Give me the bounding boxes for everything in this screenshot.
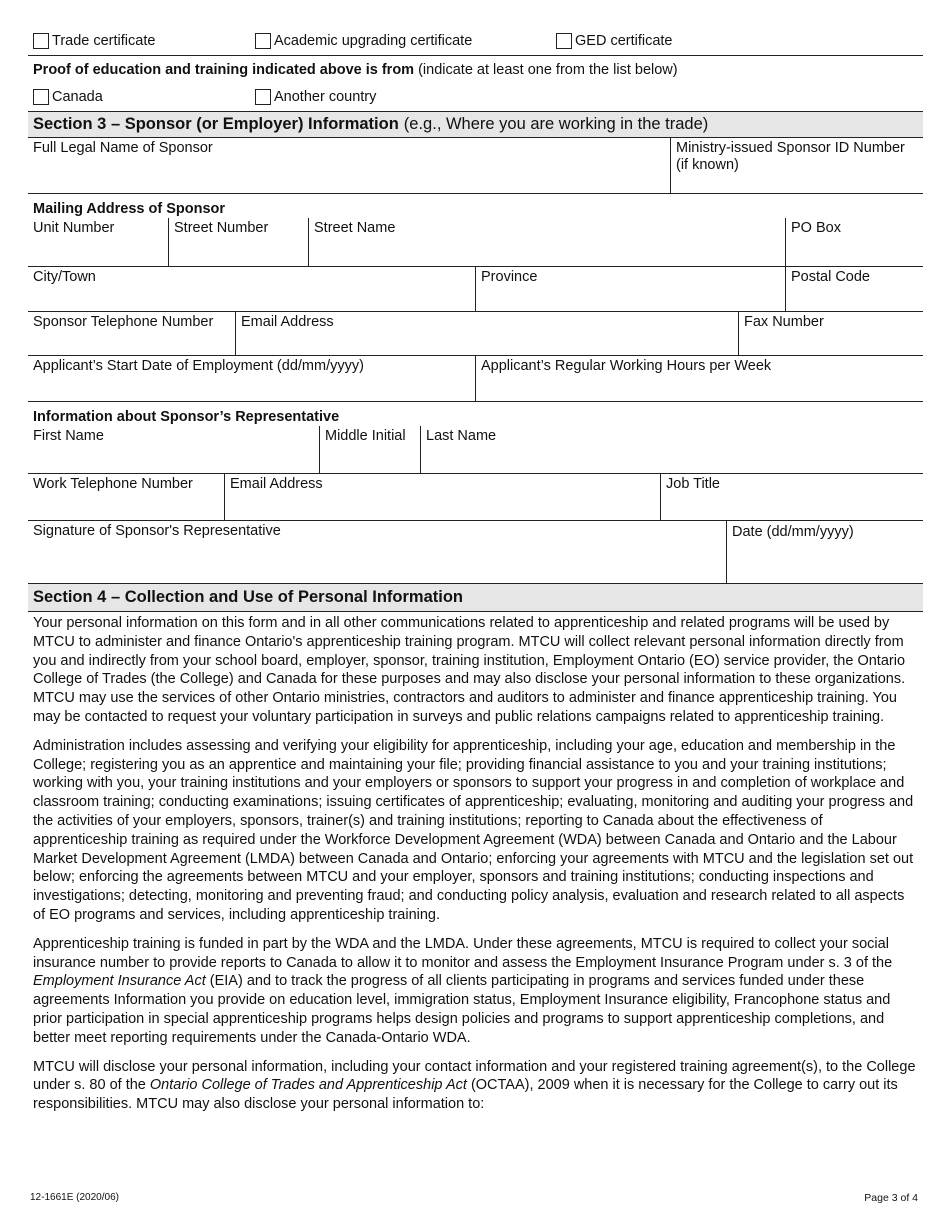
ministry-sponsor-id-label: Ministry-issued Sponsor ID Number (if known) (676, 140, 905, 173)
sponsor-telephone-label: Sponsor Telephone Number (33, 314, 214, 330)
form-page (28, 0, 923, 1114)
paragraph-3-text-b: (EIA) and to track the progress of all clients participating in programs and services funded under these agreements Information you provide on education level, immigration status, Employment Insurance eligibility, Francophone status and prior participation in special apprenticeship programs helps design policies and programs to support apprenticeship completions, and better meet reporting requirements under the Canada-Ontario WDA. (33, 973, 891, 1046)
trade-certificate-label: Trade certificate (52, 33, 156, 49)
last-name-field[interactable] (420, 426, 923, 473)
trade-certificate-option[interactable] (28, 33, 250, 49)
mailing-address-heading: Mailing Address of Sponsor (33, 201, 226, 217)
full-legal-name-field[interactable] (28, 138, 670, 193)
paragraph-4-text-a: MTCU will disclose your personal information, including your contact information and your registered training agreement(s), to the College under s. 80 of the (33, 1058, 916, 1094)
street-name-label: Street Name (314, 220, 396, 236)
postal-code-label: Postal Code (791, 269, 870, 285)
postal-code-field[interactable] (785, 267, 923, 311)
middle-initial-label: Middle Initial (325, 428, 406, 444)
proof-of-education-text (28, 56, 923, 83)
academic-upgrading-label: Academic upgrading certificate (274, 33, 473, 49)
privacy-paragraph-3 (28, 935, 923, 1048)
page-number: Page 3 of 4 (864, 1192, 918, 1204)
sponsor-email-label: Email Address (241, 314, 334, 330)
trade-certificate-checkbox[interactable] (33, 33, 49, 49)
city-town-field[interactable] (28, 267, 475, 311)
another-country-label: Another country (274, 89, 377, 105)
last-name-label: Last Name (426, 428, 497, 444)
octaa-title: Ontario College of Trades and Apprenticeship Act (149, 1077, 467, 1094)
po-box-field[interactable] (785, 218, 923, 266)
certificate-checkbox-row (28, 27, 923, 55)
representative-email-label: Email Address (230, 476, 323, 492)
street-name-field[interactable] (308, 218, 785, 266)
representative-name-row (28, 426, 923, 474)
privacy-paragraph-2: Administration includes assessing and verifying your eligibility for apprenticeship, including your age, education and membership in the College; registering you as an apprentice and maintaining your file; providing financial assistance to you and your training institutions; working with you, your training institutions and your employers or sponsors to support your progress in and completion of workplace and classroom training; conducting examinations; issuing certificates of apprenticeship; evaluating, monitoring and auditing your progress and the activities of your employers, sponsors, trainer(s) and training institutions; reporting to Canada about the effectiveness of apprenticeship training as required under the Workforce Development Agreement (WDA) between Canada and Ontario and the Labour Market Development Agreement (LMDA) between Canada and Ontario; enforcing your agreements with MTCU and the legislation set out below; enforcing the agreements between MTCU and your employer, sponsors and training institutions; conducting inspections and investigations; detecting, monitoring and preventing fraud; and conducting policy analysis, evaluation and research related to all aspects of EO programs and services, including apprenticeship training. (33, 737, 914, 923)
sponsor-representative-heading: Information about Sponsor’s Representative (33, 409, 340, 425)
paragraph-4-text-b: (OCTAA), 2009 when it is necessary for the College to carry out its responsibilities. MTCU may also disclose your personal information to: (33, 1077, 898, 1113)
job-title-label: Job Title (666, 476, 720, 492)
street-number-label: Street Number (174, 220, 269, 236)
section-4-title: Section 4 – Collection and Use of Personal Information (33, 588, 463, 606)
canada-option[interactable] (28, 89, 250, 105)
signature-date-label: Date (dd/mm/yyyy) (732, 524, 854, 540)
employment-details-row (28, 356, 923, 402)
ged-certificate-label: GED certificate (575, 33, 673, 49)
middle-initial-field[interactable] (319, 426, 420, 473)
canada-label: Canada (52, 89, 103, 105)
unit-number-label: Unit Number (33, 220, 115, 236)
working-hours-field[interactable] (475, 356, 923, 401)
section-3-note: (e.g., Where you are working in the trade) (403, 115, 709, 133)
privacy-paragraph-1: Your personal information on this form and in all other communications related to apprenticeship and related programs will be used by MTCU to administer and finance Ontario's apprenticeship training program. MTCU will collect relevant personal information directly from you and indirectly from your school board, employer, sponsor, training institution, Employment Ontario (EO) service provider, the Ontario College of Trades (the College) and Canada for these purposes and may also disclose your personal information to these organizations. MTCU may use the services of other Ontario ministries, contractors and auditors to administer and finance apprenticeship training. You may be contacted to request your voluntary participation in surveys and public relations campaigns related to apprenticeship training. (33, 615, 906, 725)
fax-number-field[interactable] (738, 312, 923, 355)
first-name-label: First Name (33, 428, 104, 444)
unit-number-field[interactable] (28, 218, 168, 266)
representative-email-field[interactable] (224, 474, 660, 520)
section-3-title: Section 3 – Sponsor (or Employer) Information (33, 115, 399, 133)
form-number: 12-1661E (2020/06) (30, 1192, 119, 1203)
sponsor-contact-row (28, 312, 923, 356)
signature-date-field[interactable] (726, 521, 923, 583)
canada-checkbox[interactable] (33, 89, 49, 105)
section-4-body (28, 612, 923, 1114)
ged-certificate-checkbox[interactable] (556, 33, 572, 49)
section-4-header (28, 583, 923, 612)
province-label: Province (481, 269, 538, 285)
employment-insurance-act-title: Employment Insurance Act (33, 973, 206, 990)
paragraph-3-text-a: Apprenticeship training is funded in part by the WDA and the LMDA. Under these agreements, MTCU is required to collect your social insurance number to provide reports to Canada to allow it to monitor and assess the Employment Insurance Program under s. 3 of the (33, 935, 893, 971)
start-date-label: Applicant’s Start Date of Employment (dd/mm/yyyy) (33, 358, 364, 374)
fax-number-label: Fax Number (744, 314, 824, 330)
another-country-option[interactable] (250, 89, 376, 105)
sponsor-name-row (28, 138, 923, 194)
po-box-label: PO Box (791, 220, 841, 236)
section-3-header (28, 111, 923, 138)
working-hours-label: Applicant’s Regular Working Hours per Week (481, 358, 772, 374)
ged-certificate-option[interactable] (551, 33, 673, 49)
work-telephone-label: Work Telephone Number (33, 476, 193, 492)
proof-origin-checkbox-row (28, 83, 923, 111)
signature-row (28, 521, 923, 583)
sponsor-email-field[interactable] (235, 312, 738, 355)
proof-bold-label: Proof of education and training indicated above is from (33, 61, 415, 78)
street-number-field[interactable] (168, 218, 308, 266)
academic-upgrading-option[interactable] (250, 33, 551, 49)
full-legal-name-label: Full Legal Name of Sponsor (33, 140, 213, 156)
city-town-label: City/Town (33, 269, 96, 285)
representative-contact-row (28, 474, 923, 521)
representative-signature-field[interactable] (28, 521, 726, 583)
province-field[interactable] (475, 267, 785, 311)
address-line-row (28, 218, 923, 267)
city-province-row (28, 267, 923, 312)
job-title-field[interactable] (660, 474, 923, 520)
work-telephone-field[interactable] (28, 474, 224, 520)
representative-signature-label: Signature of Sponsor's Representative (33, 523, 281, 539)
academic-upgrading-checkbox[interactable] (255, 33, 271, 49)
another-country-checkbox[interactable] (255, 89, 271, 105)
start-date-field[interactable] (28, 356, 475, 401)
privacy-paragraph-4 (28, 1058, 923, 1114)
first-name-field[interactable] (28, 426, 319, 473)
ministry-sponsor-id-field[interactable] (670, 138, 923, 193)
sponsor-telephone-field[interactable] (28, 312, 235, 355)
proof-note: (indicate at least one from the list below) (418, 61, 678, 78)
